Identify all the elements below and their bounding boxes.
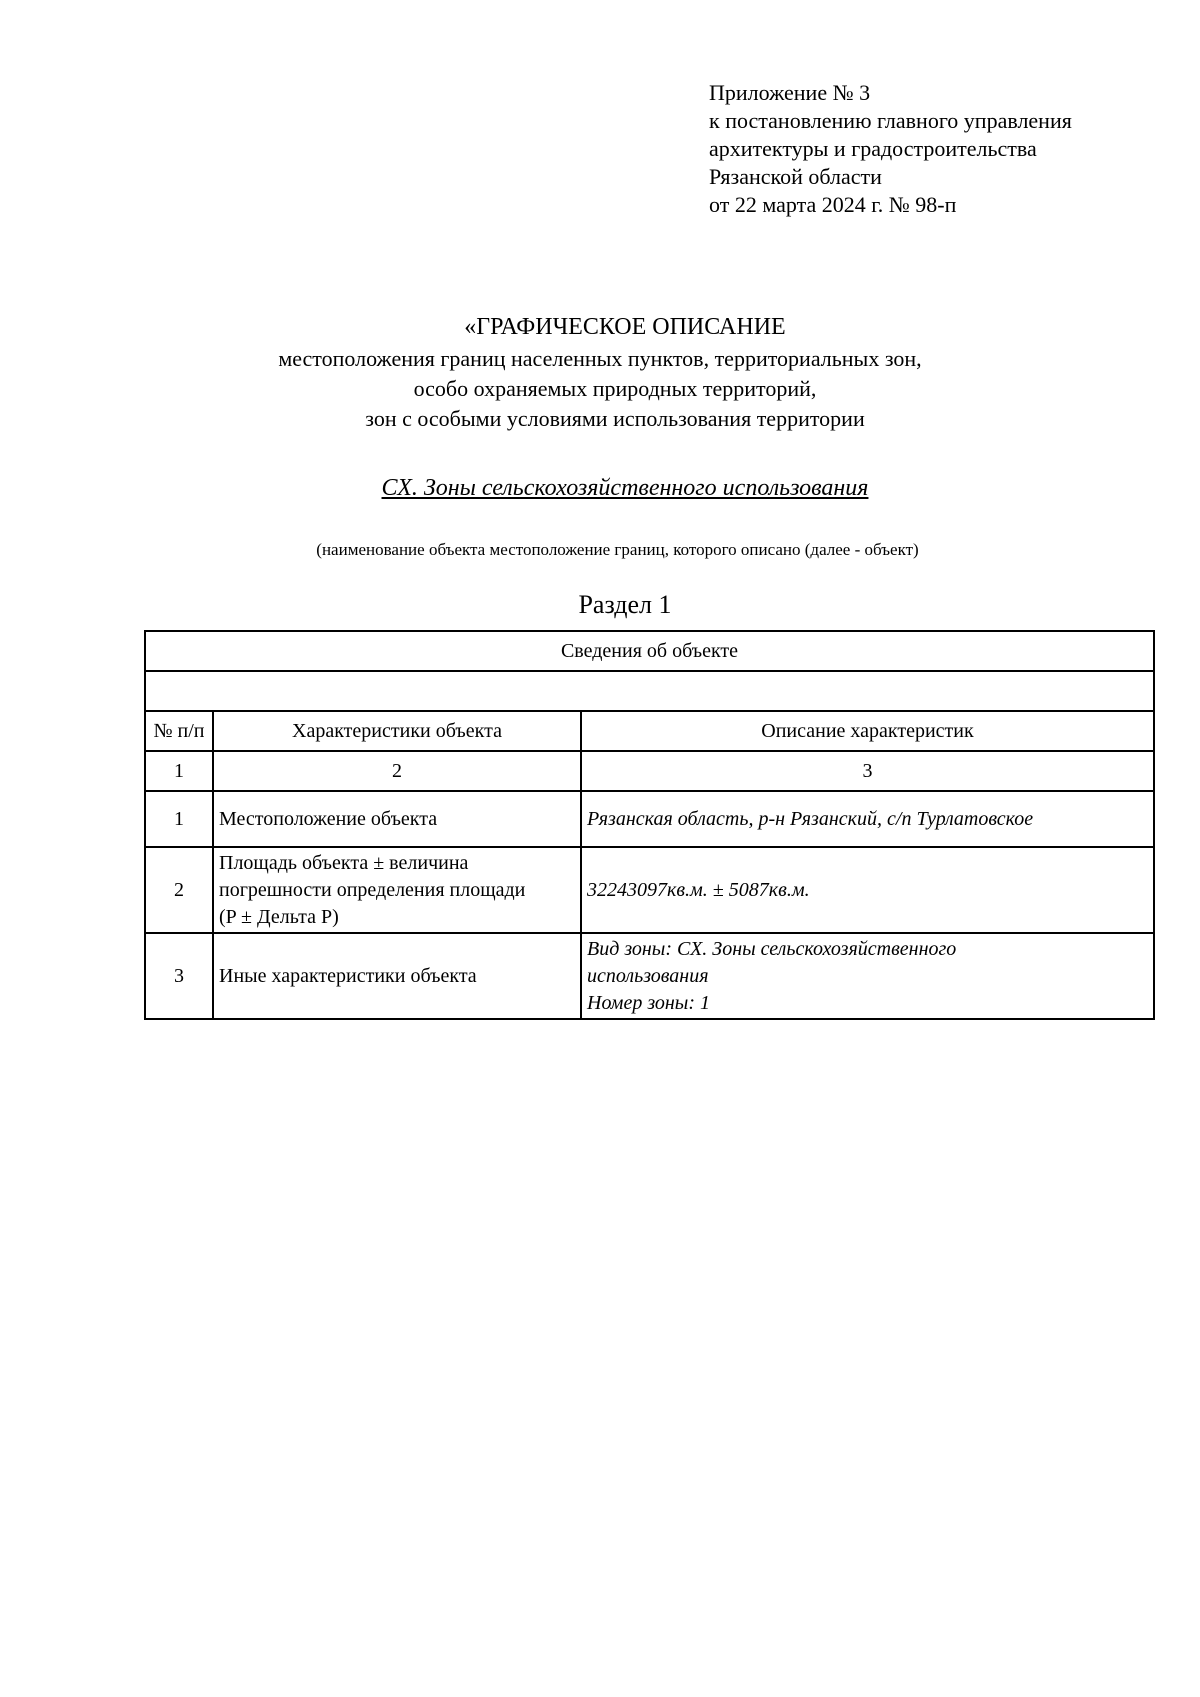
table-row	[145, 933, 1154, 1019]
zone-name	[0, 475, 1200, 502]
table-column-numbers-row	[145, 751, 1154, 791]
row-description	[581, 791, 1154, 847]
row-description	[581, 847, 1154, 933]
title-line: особо охраняемых природных территорий,	[413, 376, 817, 401]
appendix-line: Рязанской области	[709, 164, 882, 189]
appendix-line: от 22 марта 2024 г. № 98-п	[709, 192, 957, 217]
zone-name-text: СХ. Зоны сельскохозяйственного использования	[381, 475, 869, 501]
row-characteristic: Местоположение объекта	[213, 791, 581, 847]
row-description-line: 32243097кв.м. ± 5087кв.м.	[587, 878, 810, 901]
appendix-header	[709, 79, 1072, 219]
column-number: 2	[213, 751, 581, 791]
table-header-row	[145, 631, 1154, 671]
row-description-line: Номер зоны: 1	[587, 991, 710, 1014]
title-line: зон с особыми условиями использования территории	[365, 406, 865, 431]
zone-note	[0, 540, 1200, 560]
appendix-line: архитектуры и градостроительства	[709, 136, 1037, 161]
section-title-text: Раздел 1	[578, 590, 672, 619]
column-number: 3	[581, 751, 1154, 791]
table-row	[145, 791, 1154, 847]
column-number: 1	[145, 751, 213, 791]
row-characteristic	[213, 847, 581, 933]
row-number: 2	[145, 847, 213, 933]
table-row	[145, 847, 1154, 933]
appendix-line: к постановлению главного управления	[709, 108, 1072, 133]
row-characteristic-line: погрешности определения площади	[219, 878, 526, 901]
row-characteristic-line: Площадь объекта ± величина	[219, 851, 469, 874]
column-header-characteristic: Характеристики объекта	[213, 711, 581, 751]
column-header-description: Описание характеристик	[581, 711, 1154, 751]
row-description-line: Рязанская область, р-н Рязанский, с/п Турлатовское	[587, 807, 1034, 830]
row-description-line: Вид зоны: СХ. Зоны сельскохозяйственного	[587, 937, 957, 960]
table-columns-row	[145, 711, 1154, 751]
row-number: 1	[145, 791, 213, 847]
appendix-line: Приложение № 3	[709, 80, 871, 105]
column-header-num: № п/п	[145, 711, 213, 751]
table-blank-row	[145, 671, 1154, 711]
row-description	[581, 933, 1154, 1019]
table-header: Сведения об объекте	[145, 631, 1154, 671]
title-line: местоположения границ населенных пунктов, территориальных зон,	[278, 346, 922, 371]
section-title	[0, 590, 1200, 620]
document-title	[0, 310, 1200, 434]
object-info-table	[144, 630, 1155, 1020]
table-blank-cell	[145, 671, 1154, 711]
title-main: «ГРАФИЧЕСКОЕ ОПИСАНИЕ	[464, 314, 786, 340]
row-characteristic-line: (P ± Дельта P)	[219, 905, 339, 928]
row-description-line: использования	[587, 964, 709, 987]
row-characteristic: Иные характеристики объекта	[213, 933, 581, 1019]
row-number: 3	[145, 933, 213, 1019]
zone-note-text: (наименование объекта местоположение границ, которого описано (далее - объект)	[316, 540, 919, 559]
